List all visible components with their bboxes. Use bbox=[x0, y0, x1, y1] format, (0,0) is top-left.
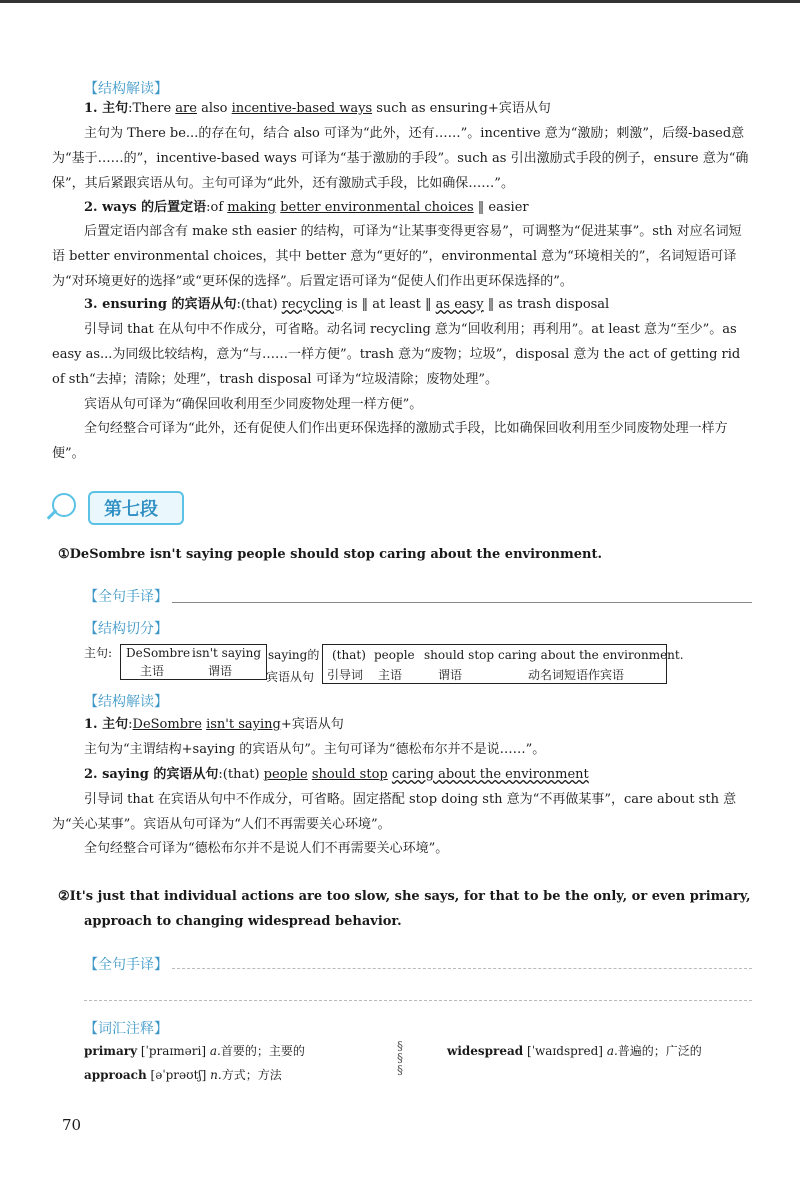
point-3-heading: 3. ensuring 的宾语从句:(that) recycling is ‖ at least ‖ as easy ‖ as trash disposal bbox=[84, 297, 610, 312]
paragraph: 全句经整合可译为“德松布尔并不是说人们不再需要关心环境”。 bbox=[84, 841, 449, 856]
vocab-entry: widespread [ˈwaɪdspred] a.普遍的；广泛的 bbox=[447, 1044, 702, 1058]
split-label: 主句: bbox=[84, 646, 113, 660]
vocab-divider: § § § bbox=[397, 1039, 403, 1077]
split-word: isn't saying bbox=[192, 646, 261, 660]
paragraph: 引导词 that 在从句中不作成分，可省略。动名词 recycling 意为“回收利用；再利用”。at least 意为“至少”。as easy as...为同级比较结构，意为“与……一样方便”。trash 意为“废物；垃圾”，disposal 意为 the act of getting rid of sth“去掉；清除；处理”，trash disposal 可译为“垃圾清除；废物处理”。 bbox=[52, 322, 741, 387]
paragraph: 宾语从句可译为“确保回收利用至少同废物处理一样方便”。 bbox=[84, 397, 423, 412]
translation-blank[interactable] bbox=[84, 1000, 752, 1001]
translation-blank[interactable] bbox=[172, 968, 752, 969]
split-role: 主语 bbox=[140, 664, 165, 678]
translate-header: 【全句手译】 bbox=[84, 957, 168, 973]
split-role: 谓语 bbox=[208, 664, 233, 678]
paragraph: 主句为 There be...的存在句，结合 also 可译为“此外，还有……”。incentive 意为“激励；刺激”，后缀-based意为“基于……的”，incentive-based ways 可译为“基于激励的手段”。such as 引出激励式手段的例子，ensure 意为“确保”，其后紧跟宾语从句。主句可译为“此外，还有激励式手段，比如确保……”。 bbox=[52, 126, 749, 191]
split-word: should stop bbox=[424, 648, 495, 662]
paragraph: 后置定语内部含有 make sth easier 的结构，可译为“让某事变得更容易”，可调整为“促进某事”。sth 对应名词短语 better environmental choices，其中 better 意为“更好的”，environmental 意为“环境相关的”，名词短语可译为“对环境更好的选择”或“更环保的选择”。后置定语可译为“促使人们作出更环保选择的”。 bbox=[52, 224, 742, 289]
vocab-entry: approach [əˈprəʊtʃ] n.方式；方法 bbox=[84, 1068, 282, 1082]
section-heading bbox=[52, 487, 192, 527]
sentence-1: ①DeSombre isn't saying people should stop caring about the environment. bbox=[58, 547, 602, 562]
point-2-heading: 2. saying 的宾语从句:(that) people should stop caring about the environment bbox=[84, 767, 589, 782]
paragraph: 引导词 that 在宾语从句中不作成分，可省略。固定搭配 stop doing sth 意为“不再做某事”，care about sth 意为“关心某事”。宾语从句可译为“人们不再需要关心环境”。 bbox=[52, 792, 737, 832]
sentence-2-line-1: ②It's just that individual actions are too slow, she says, for that to be the only, or even primary, bbox=[58, 889, 751, 904]
translate-header: 【全句手译】 bbox=[84, 589, 168, 605]
analysis-header: 【结构解读】 bbox=[84, 694, 168, 710]
point-1-heading: 1. 主句:DeSombre isn't saying+宾语从句 bbox=[84, 717, 344, 732]
translation-blank[interactable] bbox=[172, 602, 752, 603]
paragraph: 主句为“主谓结构+saying 的宾语从句”。主句可译为“德松布尔并不是说……”。 bbox=[84, 742, 546, 757]
analysis-header: 【结构解读】 bbox=[84, 81, 168, 97]
split-header: 【结构切分】 bbox=[84, 621, 168, 637]
magnifier-icon bbox=[52, 493, 76, 517]
split-word: people bbox=[374, 648, 415, 662]
sentence-2-line-2: approach to changing widespread behavior. bbox=[84, 914, 402, 929]
split-word: caring about the environment. bbox=[498, 648, 684, 662]
page-number: 70 bbox=[62, 1116, 82, 1134]
split-word: (that) bbox=[332, 648, 366, 662]
split-role: 动名词短语作宾语 bbox=[528, 668, 625, 682]
split-link: 宾语从句 bbox=[266, 670, 315, 684]
top-rule bbox=[0, 0, 800, 3]
point-1-heading: 1. 主句:There are also incentive-based ways such as ensuring+宾语从句 bbox=[84, 101, 551, 116]
split-word: DeSombre bbox=[126, 646, 191, 660]
split-role: 谓语 bbox=[438, 668, 463, 682]
split-role: 引导词 bbox=[327, 668, 364, 682]
split-role: 主语 bbox=[378, 668, 403, 682]
split-link: saying的 bbox=[268, 648, 320, 662]
vocab-entry: primary [ˈpraɪməri] a.首要的；主要的 bbox=[84, 1044, 305, 1058]
paragraph: 全句经整合可译为“此外，还有促使人们作出更环保选择的激励式手段，比如确保回收利用至少同废物处理一样方便”。 bbox=[52, 421, 728, 461]
section-title: 第七段 bbox=[104, 499, 158, 520]
point-2-heading: 2. ways 的后置定语:of making better environmental choices ‖ easier bbox=[84, 200, 529, 215]
vocab-header: 【词汇注释】 bbox=[84, 1021, 168, 1037]
